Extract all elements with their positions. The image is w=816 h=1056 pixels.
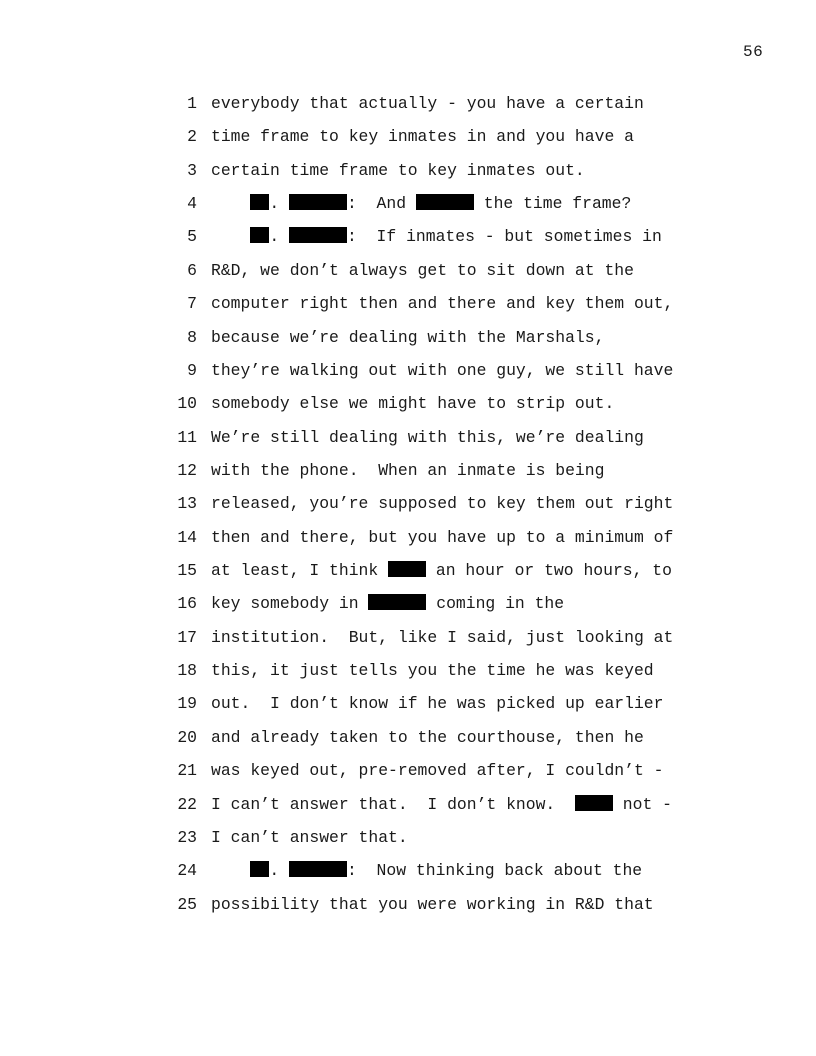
line-number: 16 <box>177 594 197 614</box>
page-number: 56 <box>743 43 764 61</box>
line-text-segment <box>211 227 250 246</box>
redaction-box <box>289 194 347 210</box>
line-number: 3 <box>187 160 197 180</box>
transcript-line <box>0 660 816 693</box>
line-text-segment: : And <box>347 194 416 214</box>
line-text-segment: with the phone. When an inmate is being <box>211 460 605 480</box>
line-text-segment: an hour or two hours, to <box>426 561 672 581</box>
transcript-line <box>0 126 816 159</box>
line-number: 12 <box>177 460 197 480</box>
line-text <box>211 193 631 215</box>
line-text <box>211 160 585 182</box>
line-text-segment: somebody else we might have to strip out. <box>211 394 615 414</box>
line-text <box>211 560 672 582</box>
transcript-line <box>0 727 816 760</box>
line-number: 21 <box>177 761 197 781</box>
line-text-segment: I can’t answer that. <box>211 827 408 847</box>
line-text <box>211 493 673 515</box>
line-text-segment: the time frame? <box>473 194 632 214</box>
line-text-segment: : If inmates - but sometimes in <box>347 227 662 247</box>
line-text-segment: this, it just tells you the time he was keyed <box>211 661 654 681</box>
transcript-line <box>0 360 816 393</box>
line-text-segment <box>211 861 250 880</box>
redaction-box <box>250 861 269 877</box>
line-text <box>211 693 663 715</box>
line-text-segment: . <box>269 194 290 214</box>
redaction-box <box>289 861 347 877</box>
line-text-segment: institution. But, like I said, just looking at <box>211 627 674 647</box>
line-text-segment: time frame to key inmates in and you have a <box>211 127 634 147</box>
transcript-line <box>0 493 816 526</box>
transcript-line <box>0 427 816 460</box>
line-text-segment: computer right then and there and key them out, <box>211 294 674 314</box>
transcript-line <box>0 260 816 293</box>
line-number: 1 <box>187 94 197 113</box>
line-text-segment: because we’re dealing with the Marshals, <box>211 327 605 347</box>
line-number: 8 <box>187 327 197 347</box>
line-number: 20 <box>177 727 197 747</box>
line-text-segment: not - <box>612 794 672 814</box>
line-text <box>211 894 654 916</box>
line-number: 25 <box>177 894 197 914</box>
redaction-box <box>250 194 269 210</box>
transcript-line <box>0 226 816 259</box>
line-text <box>211 827 408 849</box>
line-text <box>211 727 644 749</box>
transcript-line <box>0 293 816 326</box>
transcript-line <box>0 693 816 726</box>
line-text-segment: coming in the <box>426 594 565 614</box>
line-text-segment: they’re walking out with one guy, we still have <box>211 360 674 380</box>
line-text-segment: I can’t answer that. I don’t know. <box>211 794 575 814</box>
transcript-line <box>0 894 816 927</box>
line-number: 14 <box>177 527 197 547</box>
transcript-line <box>0 527 816 560</box>
transcript-body <box>0 93 816 927</box>
line-text <box>211 126 634 148</box>
line-text-segment <box>211 194 250 213</box>
transcript-line <box>0 193 816 226</box>
line-number: 10 <box>177 394 197 414</box>
line-number: 15 <box>177 561 197 581</box>
line-number: 13 <box>177 494 197 514</box>
line-text-segment: and already taken to the courthouse, then he <box>211 727 644 747</box>
transcript-line <box>0 794 816 827</box>
transcript-line <box>0 160 816 193</box>
line-text-segment: at least, I think <box>211 561 389 581</box>
line-number: 5 <box>187 227 197 247</box>
line-text <box>211 393 614 415</box>
line-text <box>211 627 673 649</box>
line-number: 4 <box>187 194 197 214</box>
transcript-line <box>0 460 816 493</box>
line-number: 6 <box>187 260 197 280</box>
line-text <box>211 93 644 115</box>
transcript-line <box>0 827 816 860</box>
redaction-box <box>416 194 474 210</box>
line-text-segment: : Now thinking back about the <box>347 861 643 881</box>
line-text <box>211 760 663 782</box>
line-text <box>211 794 672 816</box>
line-text <box>211 660 654 682</box>
line-text <box>211 460 604 482</box>
line-text-segment: R&D, we don’t always get to sit down at the <box>211 260 634 280</box>
transcript-line <box>0 593 816 626</box>
line-number: 17 <box>177 627 197 647</box>
line-text-segment: then and there, but you have up to a minimum of <box>211 527 674 547</box>
transcript-line <box>0 860 816 893</box>
line-number: 18 <box>177 661 197 681</box>
redaction-box <box>388 561 426 577</box>
line-number: 22 <box>177 794 197 814</box>
transcript-line <box>0 327 816 360</box>
line-text-segment: key somebody in <box>211 594 369 614</box>
line-text-segment: . <box>269 227 290 247</box>
line-number: 11 <box>177 427 197 447</box>
redaction-box <box>250 227 269 243</box>
line-text <box>211 427 644 449</box>
line-text-segment: possibility that you were working in R&D that <box>211 894 654 914</box>
line-number: 24 <box>177 861 197 881</box>
line-text-segment: certain time frame to key inmates out. <box>211 160 585 180</box>
line-text-segment: out. I don’t know if he was picked up earlier <box>211 694 664 714</box>
line-number: 19 <box>177 694 197 714</box>
redaction-box <box>575 795 613 811</box>
line-text-segment: everybody that actually - you have a certain <box>211 94 644 113</box>
line-text <box>211 860 642 882</box>
line-text <box>211 260 634 282</box>
line-text <box>211 226 662 248</box>
transcript-line <box>0 760 816 793</box>
transcript-line <box>0 560 816 593</box>
line-text-segment: released, you’re supposed to key them out right <box>211 494 674 514</box>
transcript-line <box>0 627 816 660</box>
line-text <box>211 327 604 349</box>
redaction-box <box>289 227 347 243</box>
redaction-box <box>368 594 426 610</box>
line-text <box>211 293 673 315</box>
line-text-segment: . <box>269 861 290 881</box>
line-number: 9 <box>187 360 197 380</box>
line-number: 2 <box>187 127 197 147</box>
line-text-segment: was keyed out, pre-removed after, I couldn’t - <box>211 761 664 781</box>
transcript-line <box>0 393 816 426</box>
line-text <box>211 527 673 549</box>
line-number: 7 <box>187 294 197 314</box>
line-text <box>211 360 673 382</box>
line-text <box>211 593 564 615</box>
transcript-line <box>0 93 816 126</box>
line-text-segment: We’re still dealing with this, we’re dealing <box>211 427 644 447</box>
line-number: 23 <box>177 827 197 847</box>
